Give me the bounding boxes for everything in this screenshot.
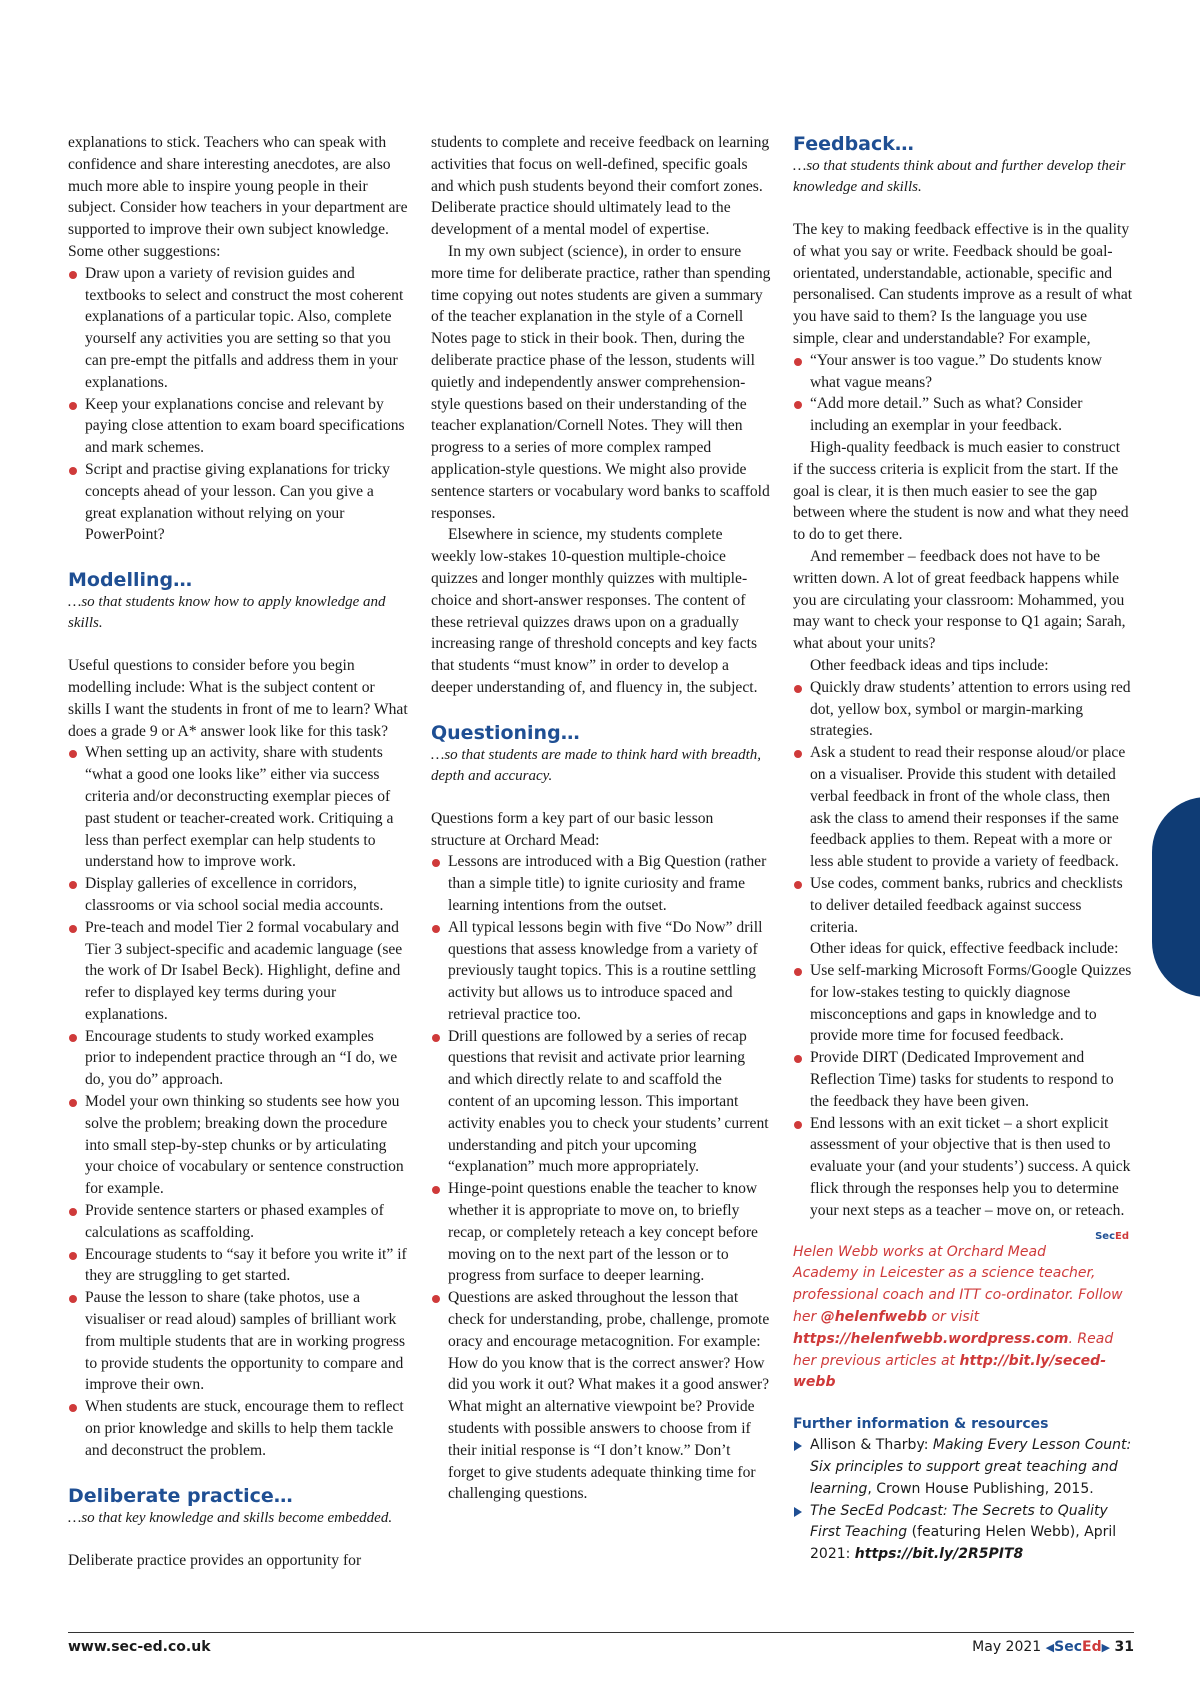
section-standfirst: …so that students think about and further develop their knowledge and skills. xyxy=(793,158,1126,195)
bullet-dot-icon xyxy=(794,401,802,409)
list-item: “Add more detail.” Such as what? Consider including an exemplar in your feedback. xyxy=(793,393,1133,437)
list-item: Encourage students to “say it before you write it” if they are struggling to get started. xyxy=(68,1244,408,1288)
quick-feedback-list xyxy=(793,960,1133,1242)
modelling-list xyxy=(68,742,408,1461)
list-item: All typical lessons begin with five “Do Now” drill questions that assess knowledge from a variety of previously taught topics. This is a routine settling activity but allows us to introduce spaced and retrieval practice too. xyxy=(431,917,771,1026)
bullet-dot-icon xyxy=(69,1252,77,1260)
body-paragraph: Other ideas for quick, effective feedback include: xyxy=(810,940,1119,958)
further-info-heading: Further information & resources xyxy=(793,1416,1049,1433)
bullet-dot-icon xyxy=(432,925,440,933)
footer-folio xyxy=(972,1639,1134,1655)
list-item: Script and practise giving explanations for tricky concepts ahead of your lesson. Can you give a great explanation without relying on your PowerPoint? xyxy=(68,459,408,546)
body-paragraph: Other feedback ideas and tips include: xyxy=(810,656,1049,674)
bullet-dot-icon xyxy=(69,1034,77,1042)
body-paragraph: Deliberate practice provides an opportunity for xyxy=(68,1551,362,1569)
section-standfirst: …so that students know how to apply knowledge and skills. xyxy=(68,594,386,632)
intro-paragraph: explanations to stick. Teachers who can speak with confidence and share interesting anecdotes, are also much more able to inspire young people in their subject. Consider how teachers in your department are supported to improve their own subject knowledge. Some other suggestions: xyxy=(68,134,408,260)
list-item: The SecEd Podcast: The Secrets to Quality First Teaching (featuring Helen Webb), April 2021: https://bit.ly/2R5PIT8 xyxy=(793,1501,1133,1566)
body-paragraph: In my own subject (science), in order to ensure more time for deliberate practice, rather than spending time copying out notes students are given a summary of the teacher explanation in the style of a Cornell Notes page to stick in their book. Then, during the deliberate practice phase of the lesson, students will quietly and independently answer comprehension-style questions based on their understanding of the teacher explanation/Cornell Notes. They will then progress to a series of more complex ramped application-style questions. We might also provide sentence starters or vocabulary word banks to scaffold responses. xyxy=(431,242,771,522)
list-item: Pause the lesson to share (take photos, use a visualiser or read aloud) samples of brilliant work from multiple students that are in working progress to provide students the opportunity to compare and improve their own. xyxy=(68,1287,408,1396)
page-edge-tab xyxy=(1152,797,1200,997)
bullet-dot-icon xyxy=(794,685,802,693)
list-item: Use codes, comment banks, rubrics and checklists to deliver detailed feedback against success criteria. xyxy=(793,873,1133,938)
bullet-dot-icon xyxy=(794,1121,802,1129)
footer-url[interactable]: www.sec-ed.co.uk xyxy=(68,1639,211,1655)
list-item: Lessons are introduced with a Big Question (rather than a simple title) to ignite curiosity and frame learning intentions from the outset. xyxy=(431,851,771,916)
bullet-dot-icon xyxy=(69,402,77,410)
section-standfirst: …so that students are made to think hard with breadth, depth and accuracy. xyxy=(431,746,761,784)
bullet-dot-icon xyxy=(794,1055,802,1063)
list-item: End lessons with an exit ticket – a short explicit assessment of your objective that is then used to evaluate your (and your students’) success. A quick flick through the responses help you to determine your next steps as a teacher – move on, or reteach. SecEd xyxy=(793,1113,1133,1222)
column-1 xyxy=(68,132,408,1571)
list-item: Pre-teach and model Tier 2 formal vocabulary and Tier 3 subject-specific and academic language (see the work of Dr Isabel Beck). Highlight, define and refer to displayed key terms during your explanations. xyxy=(68,917,408,1026)
seced-end-mark: SecEd xyxy=(1095,1230,1129,1242)
bullet-dot-icon xyxy=(432,1186,440,1194)
bullet-dot-icon xyxy=(432,1295,440,1303)
triangle-bullet-icon xyxy=(794,1441,802,1451)
section-heading-feedback: Feedback… xyxy=(793,133,914,155)
bullet-dot-icon xyxy=(794,968,802,976)
author-website-link[interactable]: https://helenfwebb.wordpress.com xyxy=(793,1330,1069,1347)
bullet-dot-icon xyxy=(69,750,77,758)
list-item: Provide sentence starters or phased examples of calculations as scaffolding. xyxy=(68,1200,408,1244)
bullet-dot-icon xyxy=(794,358,802,366)
body-paragraph: The key to making feedback effective is in the quality of what you say or write. Feedback should be goal-orientated, understandable, actionable, specific and personalised. Can students improve as a result of what you have said to them? Is the language you use simple, clear and understandable? For example, xyxy=(793,221,1133,347)
bullet-dot-icon xyxy=(69,1295,77,1303)
list-item: Quickly draw students’ attention to errors using red dot, yellow box, symbol or margin-marking strategies. xyxy=(793,677,1133,742)
list-item: Provide DIRT (Dedicated Improvement and Reflection Time) tasks for students to respond to the feedback they have been given. xyxy=(793,1047,1133,1112)
bullet-dot-icon xyxy=(69,271,77,279)
list-item: Allison & Tharby: Making Every Lesson Count: Six principles to support great teaching and learning, Crown House Publishing, 2015. xyxy=(793,1435,1133,1500)
list-item: When students are stuck, encourage them to reflect on prior knowledge and skills to help them tackle and deconstruct the problem. xyxy=(68,1396,408,1461)
list-item: Draw upon a variety of revision guides and textbooks to select and construct the most coherent explanations of a particular topic. Also, complete yourself any activities you are setting so that you can pre-empt the pitfalls and address them in your explanations. xyxy=(68,263,408,394)
triangle-bullet-icon xyxy=(794,1507,802,1517)
list-item: Hinge-point questions enable the teacher to know whether it is appropriate to move on, to briefly recap, or completely reteach a key concept before moving on to the next part of the lesson or to progress from surface to deeper learning. xyxy=(431,1178,771,1287)
bullet-dot-icon xyxy=(794,881,802,889)
list-item: Model your own thinking so students see how you solve the problem; breaking down the procedure into small step-by-step chunks or by articulating your choice of vocabulary or sentence construction for example. xyxy=(68,1091,408,1200)
column-3 xyxy=(793,132,1133,1566)
bullet-dot-icon xyxy=(69,1208,77,1216)
further-info-list xyxy=(793,1435,1133,1566)
section-heading-deliberate-practice: Deliberate practice… xyxy=(68,1484,293,1507)
bullet-dot-icon xyxy=(69,1404,77,1412)
author-twitter-link[interactable]: @helenfwebb xyxy=(820,1309,927,1326)
list-item: Questions are asked throughout the lesson that check for understanding, probe, challenge, promote oracy and encourage metacognition. For example: How do you know that is the correct answer? How did you work it out? What makes it a good answer? What might an alternative viewpoint be? Provide students with possible answers to choose from if their initial response is “I don’t know.” Don’t forget to give students adequate thinking time for challenging questions. xyxy=(431,1287,771,1505)
body-paragraph: students to complete and receive feedback on learning activities that focus on well-defined, specific goals and which push students beyond their comfort zones. Deliberate practice should ultimately lead to the development of a mental model of expertise. xyxy=(431,134,770,239)
body-paragraph: Elsewhere in science, my students complete weekly low-stakes 10-question multiple-choice quizzes and longer monthly quizzes with multiple-choice and short-answer responses. The content of these retrieval quizzes draws upon on a gradually increasing range of threshold concepts and key facts that students “must know” in order to develop a deeper understanding of, and fluency in, the subject. xyxy=(431,526,758,696)
body-paragraph: Useful questions to consider before you begin modelling include: What is the subject content or skills I want the students in front of me to learn? What does a grade 9 or A* answer look like for this task? xyxy=(68,657,408,740)
podcast-link[interactable]: https://bit.ly/2R5PIT8 xyxy=(854,1546,1024,1563)
bullet-dot-icon xyxy=(69,881,77,889)
list-item: Use self-marking Microsoft Forms/Google Quizzes for low-stakes testing to quickly diagnose misconceptions and gaps in knowledge and to provide more time for focused feedback. xyxy=(793,960,1133,1047)
author-bio: Helen Webb works at Orchard Mead Academy in Leicester as a science teacher, professional coach and ITT co-ordinator. Follow her @helenfwebb or visit https://helenfwebb.wordpress.com. Read her previous articles at http://bit.ly/seced-webb xyxy=(793,1243,1123,1391)
seced-logo: SecEd xyxy=(1054,1639,1102,1655)
list-item: Ask a student to read their response aloud/or place on a visualiser. Provide this student with detailed verbal feedback in front of the whole class, then ask the class to amend their responses if the same feedback applies to them. Repeat with a more or less able student to provide a variety of feedback. xyxy=(793,742,1133,873)
bullet-dot-icon xyxy=(794,750,802,758)
section-heading-modelling: Modelling… xyxy=(68,569,193,592)
body-paragraph: High-quality feedback is much easier to construct if the success criteria is explicit from the start. If the goal is clear, it is then much easier to see the gap between where the student is now and what they need to do to get there. xyxy=(793,438,1129,544)
list-item: Drill questions are followed by a series of recap questions that revisit and activate prior learning and which directly relate to and scaffold the content of an upcoming lesson. This important activity enables you to check your students’ current understanding and pitch your upcoming “explanation” much more appropriately. xyxy=(431,1026,771,1179)
list-item: “Your answer is too vague.” Do students know what vague means? xyxy=(793,350,1133,394)
list-item: Encourage students to study worked examples prior to independent practice through an “I do, we do, you do” approach. xyxy=(68,1026,408,1091)
bullet-dot-icon xyxy=(432,1034,440,1042)
list-item: Display galleries of excellence in corridors, classrooms or via school social media accounts. xyxy=(68,873,408,917)
body-paragraph: Questions form a key part of our basic lesson structure at Orchard Mead: xyxy=(431,809,714,849)
section-standfirst: …so that key knowledge and skills become embedded. xyxy=(68,1509,393,1526)
triangle-right-icon: ▶ xyxy=(1101,1641,1111,1654)
bullet-dot-icon xyxy=(69,925,77,933)
list-item: Keep your explanations concise and relevant by paying close attention to exam board specifications and mark schemes. xyxy=(68,394,408,459)
page-number: 31 xyxy=(1114,1639,1134,1655)
column-2 xyxy=(431,132,771,1505)
bullet-dot-icon xyxy=(69,467,77,475)
issue-date: May 2021 xyxy=(972,1639,1042,1655)
bullet-dot-icon xyxy=(432,859,440,867)
body-paragraph: And remember – feedback does not have to be written down. A lot of great feedback happens while you are circulating your classroom: Mohammed, you may want to check your response to Q1 again; Sarah, what about your units? xyxy=(793,547,1126,653)
feedback-ideas-list xyxy=(793,677,1133,939)
bullet-dot-icon xyxy=(69,1099,77,1107)
triangle-left-icon: ◀ xyxy=(1045,1641,1055,1654)
section-heading-questioning: Questioning… xyxy=(431,721,580,744)
list-item: When setting up an activity, share with students “what a good one looks like” either via success criteria and/or deconstructing exemplar pieces of past student or teacher-created work. Critiquing a less than perfect exemplar can help students to understand how to improve work. xyxy=(68,742,408,873)
footer-divider xyxy=(68,1632,1134,1633)
suggestions-list xyxy=(68,263,408,546)
previous-articles-link[interactable]: http://bit.ly/seced-webb xyxy=(793,1352,1107,1391)
feedback-examples-list xyxy=(793,350,1133,437)
questioning-list xyxy=(431,851,771,1505)
